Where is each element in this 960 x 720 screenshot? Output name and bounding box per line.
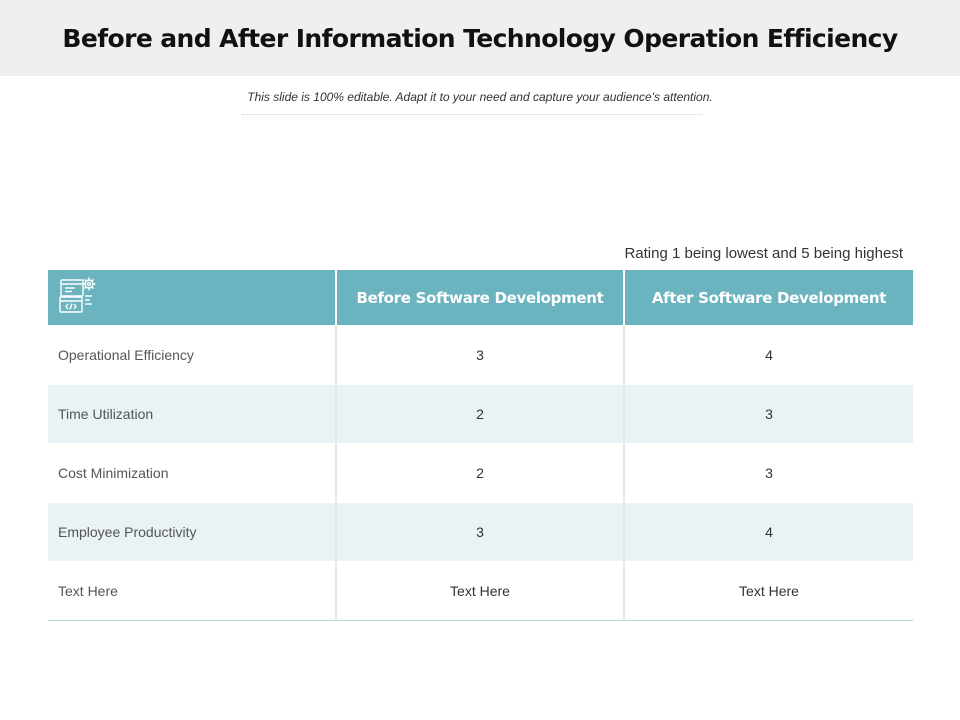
before-value: 2 xyxy=(336,444,624,503)
column-header-after: After Software Development xyxy=(624,270,913,326)
table-row xyxy=(48,444,913,503)
rating-note: Rating 1 being lowest and 5 being highest xyxy=(624,245,903,262)
before-value: Text Here xyxy=(336,562,624,621)
after-value: Text Here xyxy=(624,562,913,621)
title-bar xyxy=(0,0,960,76)
table-row xyxy=(48,503,913,562)
table-row xyxy=(48,385,913,444)
header-icon-cell xyxy=(48,270,336,326)
after-value: 3 xyxy=(624,385,913,444)
row-label: Time Utilization xyxy=(48,385,336,444)
comparison-table xyxy=(48,270,913,621)
row-label: Employee Productivity xyxy=(48,503,336,562)
row-label: Operational Efficiency xyxy=(48,326,336,385)
after-value: 3 xyxy=(624,444,913,503)
code-window-gear-icon xyxy=(58,302,98,320)
row-label: Cost Minimization xyxy=(48,444,336,503)
row-label: Text Here xyxy=(48,562,336,621)
table-row xyxy=(48,326,913,385)
before-value: 2 xyxy=(336,385,624,444)
subtitle-divider xyxy=(242,114,702,115)
table-row xyxy=(48,562,913,621)
after-value: 4 xyxy=(624,503,913,562)
subtitle: This slide is 100% editable. Adapt it to your need and capture your audience's attention. xyxy=(247,90,713,104)
page-title: Before and After Information Technology Operation Efficiency xyxy=(62,23,898,53)
before-value: 3 xyxy=(336,326,624,385)
before-value: 3 xyxy=(336,503,624,562)
column-header-before: Before Software Development xyxy=(336,270,624,326)
table-header-row xyxy=(48,270,913,326)
after-value: 4 xyxy=(624,326,913,385)
